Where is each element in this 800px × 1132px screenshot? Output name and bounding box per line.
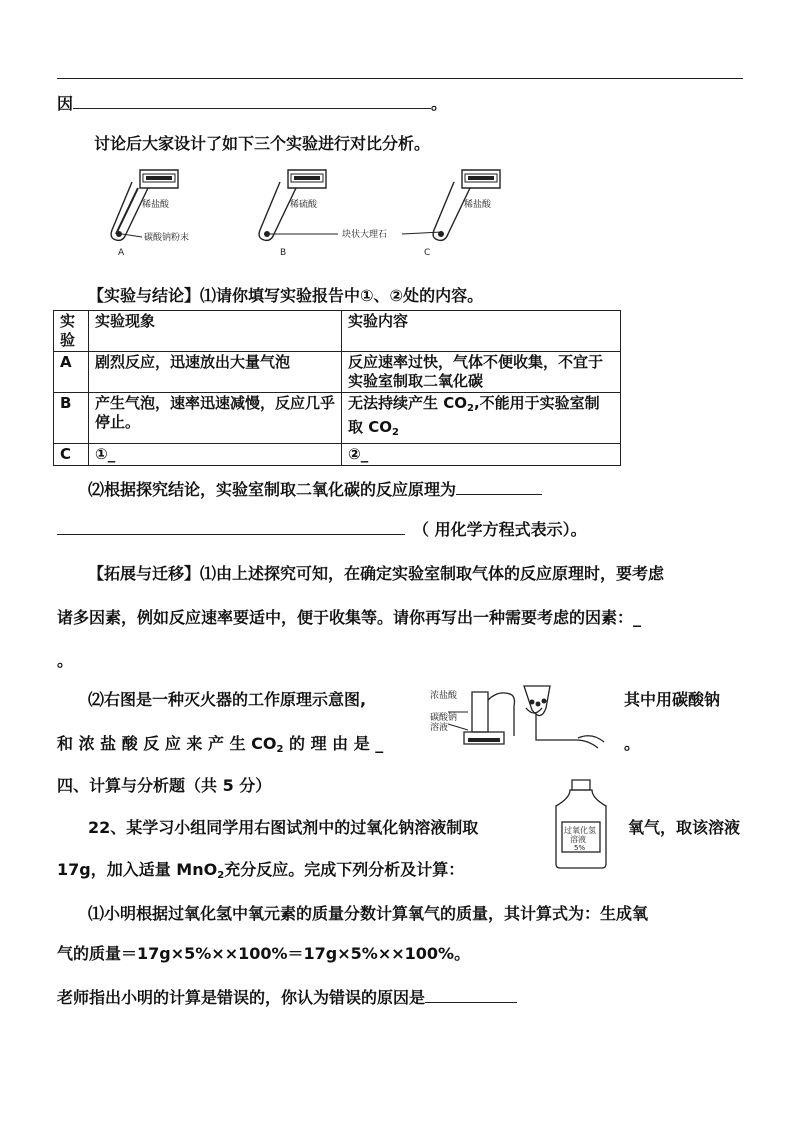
- q22-line1: 22、某学习小组同学用右图试剂中的过氧化钠溶液制取: [88, 818, 479, 837]
- acid-label-a: 稀盐酸: [142, 200, 170, 210]
- q2-suffix: （ 用化学方程式表示）。: [413, 520, 587, 539]
- fire-extinguisher-diagram: [428, 672, 614, 752]
- extinguisher-question: ⑵右图是一种灭火器的工作原理示意图,: [88, 690, 367, 709]
- equation-blank[interactable]: [456, 478, 542, 495]
- extension-line3: 。: [57, 651, 74, 670]
- because-line: [57, 92, 447, 114]
- reagent-bottle-icon: [546, 778, 616, 870]
- row-id: C: [54, 444, 89, 466]
- letter-c: C: [424, 248, 431, 258]
- row-phenomenon: 剧烈反应，迅速放出大量气泡: [89, 352, 342, 393]
- extinguisher-question-end: 其中用碳酸钠: [624, 690, 721, 709]
- section4-heading: 四、计算与分析题（共 5 分）: [57, 776, 272, 795]
- row-content: 无法持续产生 $CO_2$,不能用于实验室制取 $CO_2$: [342, 393, 621, 444]
- header-experiment: 实验: [54, 311, 89, 352]
- letter-a: A: [118, 248, 125, 258]
- test-tube-apparatus-figure: [110, 162, 530, 260]
- q22-1-line1: ⑴小明根据过氧化氢中氧元素的质量分数计算氧气的质量，其计算式为：生成氧: [88, 904, 649, 923]
- equation-blank-2[interactable]: [57, 518, 405, 535]
- table-row: [54, 393, 621, 444]
- q2-text: ⑵根据探究结论，实验室制取二氧化碳的反应原理为: [88, 480, 457, 499]
- answer-blank-2[interactable]: ②_: [342, 444, 621, 466]
- experiment-report-table: [53, 310, 621, 466]
- q2-line2: [57, 518, 587, 540]
- discussion-text: 讨论后大家设计了如下三个实验进行对比分析。: [94, 134, 431, 153]
- q2-line: [88, 478, 542, 500]
- extinguisher-label-carbonate: 碳酸钠: [430, 713, 458, 723]
- powder-label: 碳酸钠粉末: [144, 233, 190, 243]
- row-id: B: [54, 393, 89, 444]
- row-phenomenon: 产生气泡，速率迅速减慢，反应几乎停止。: [89, 393, 342, 444]
- table-row: [54, 444, 621, 466]
- because-suffix: 。: [431, 94, 448, 113]
- error-reason-blank[interactable]: [425, 986, 517, 1003]
- bottle-label-1: 过氧化氢: [564, 826, 596, 835]
- extinguisher-line2: 和 浓 盐 酸 反 应 来 产 生 $CO_2$ 的 理 由 是 _: [57, 734, 384, 755]
- table-header-row: [54, 311, 621, 352]
- q22-line2: 17g，加入适量 MnO$_2$充分反应。完成下列分析及计算：: [57, 860, 465, 881]
- letter-b: B: [280, 248, 287, 258]
- teacher-text: 老师指出小明的计算是错误的，你认为错误的原因是: [57, 988, 426, 1007]
- row-id: A: [54, 352, 89, 393]
- extinguisher-label-solution: 溶液: [430, 723, 449, 733]
- answer-blank[interactable]: [73, 92, 431, 109]
- top-rule: [57, 78, 743, 79]
- q22-1-line2: 气的质量＝17g×5%××100%＝17g×5%××100%。: [57, 944, 471, 963]
- bottle-label-3: 5%: [574, 844, 586, 852]
- q22-line1-end: 氧气，取该溶液: [628, 818, 741, 837]
- teacher-line: [57, 986, 517, 1008]
- because-prefix: 因: [57, 94, 74, 113]
- extension-line2: 诸多因素，例如反应速率要适中，便于收集等。请你再写出一种需要考虑的因素：_: [57, 608, 642, 627]
- extension-line1: 【拓展与迁移】⑴由上述探究可知，在确定实验室制取气体的反应原理时，要考虑: [88, 564, 665, 583]
- acid-label-b: 稀硫酸: [290, 200, 318, 210]
- header-content: 实验内容: [342, 311, 621, 352]
- acid-label-c: 稀盐酸: [464, 200, 492, 210]
- extinguisher-label-acid: 浓盐酸: [430, 691, 458, 701]
- answer-blank-1[interactable]: ①_: [89, 444, 342, 466]
- marble-label: 块状大理石: [342, 230, 388, 240]
- bottle-label-2: 溶液: [570, 835, 586, 844]
- header-phenomenon: 实验现象: [89, 311, 342, 352]
- conclusion-heading: 【实验与结论】⑴请你填写实验报告中①、②处的内容。: [88, 286, 484, 305]
- row-content: 反应速率过快，气体不便收集，不宜于实验室制取二氧化碳: [342, 352, 621, 393]
- table-row: [54, 352, 621, 393]
- extinguisher-line2-end: 。: [624, 734, 641, 753]
